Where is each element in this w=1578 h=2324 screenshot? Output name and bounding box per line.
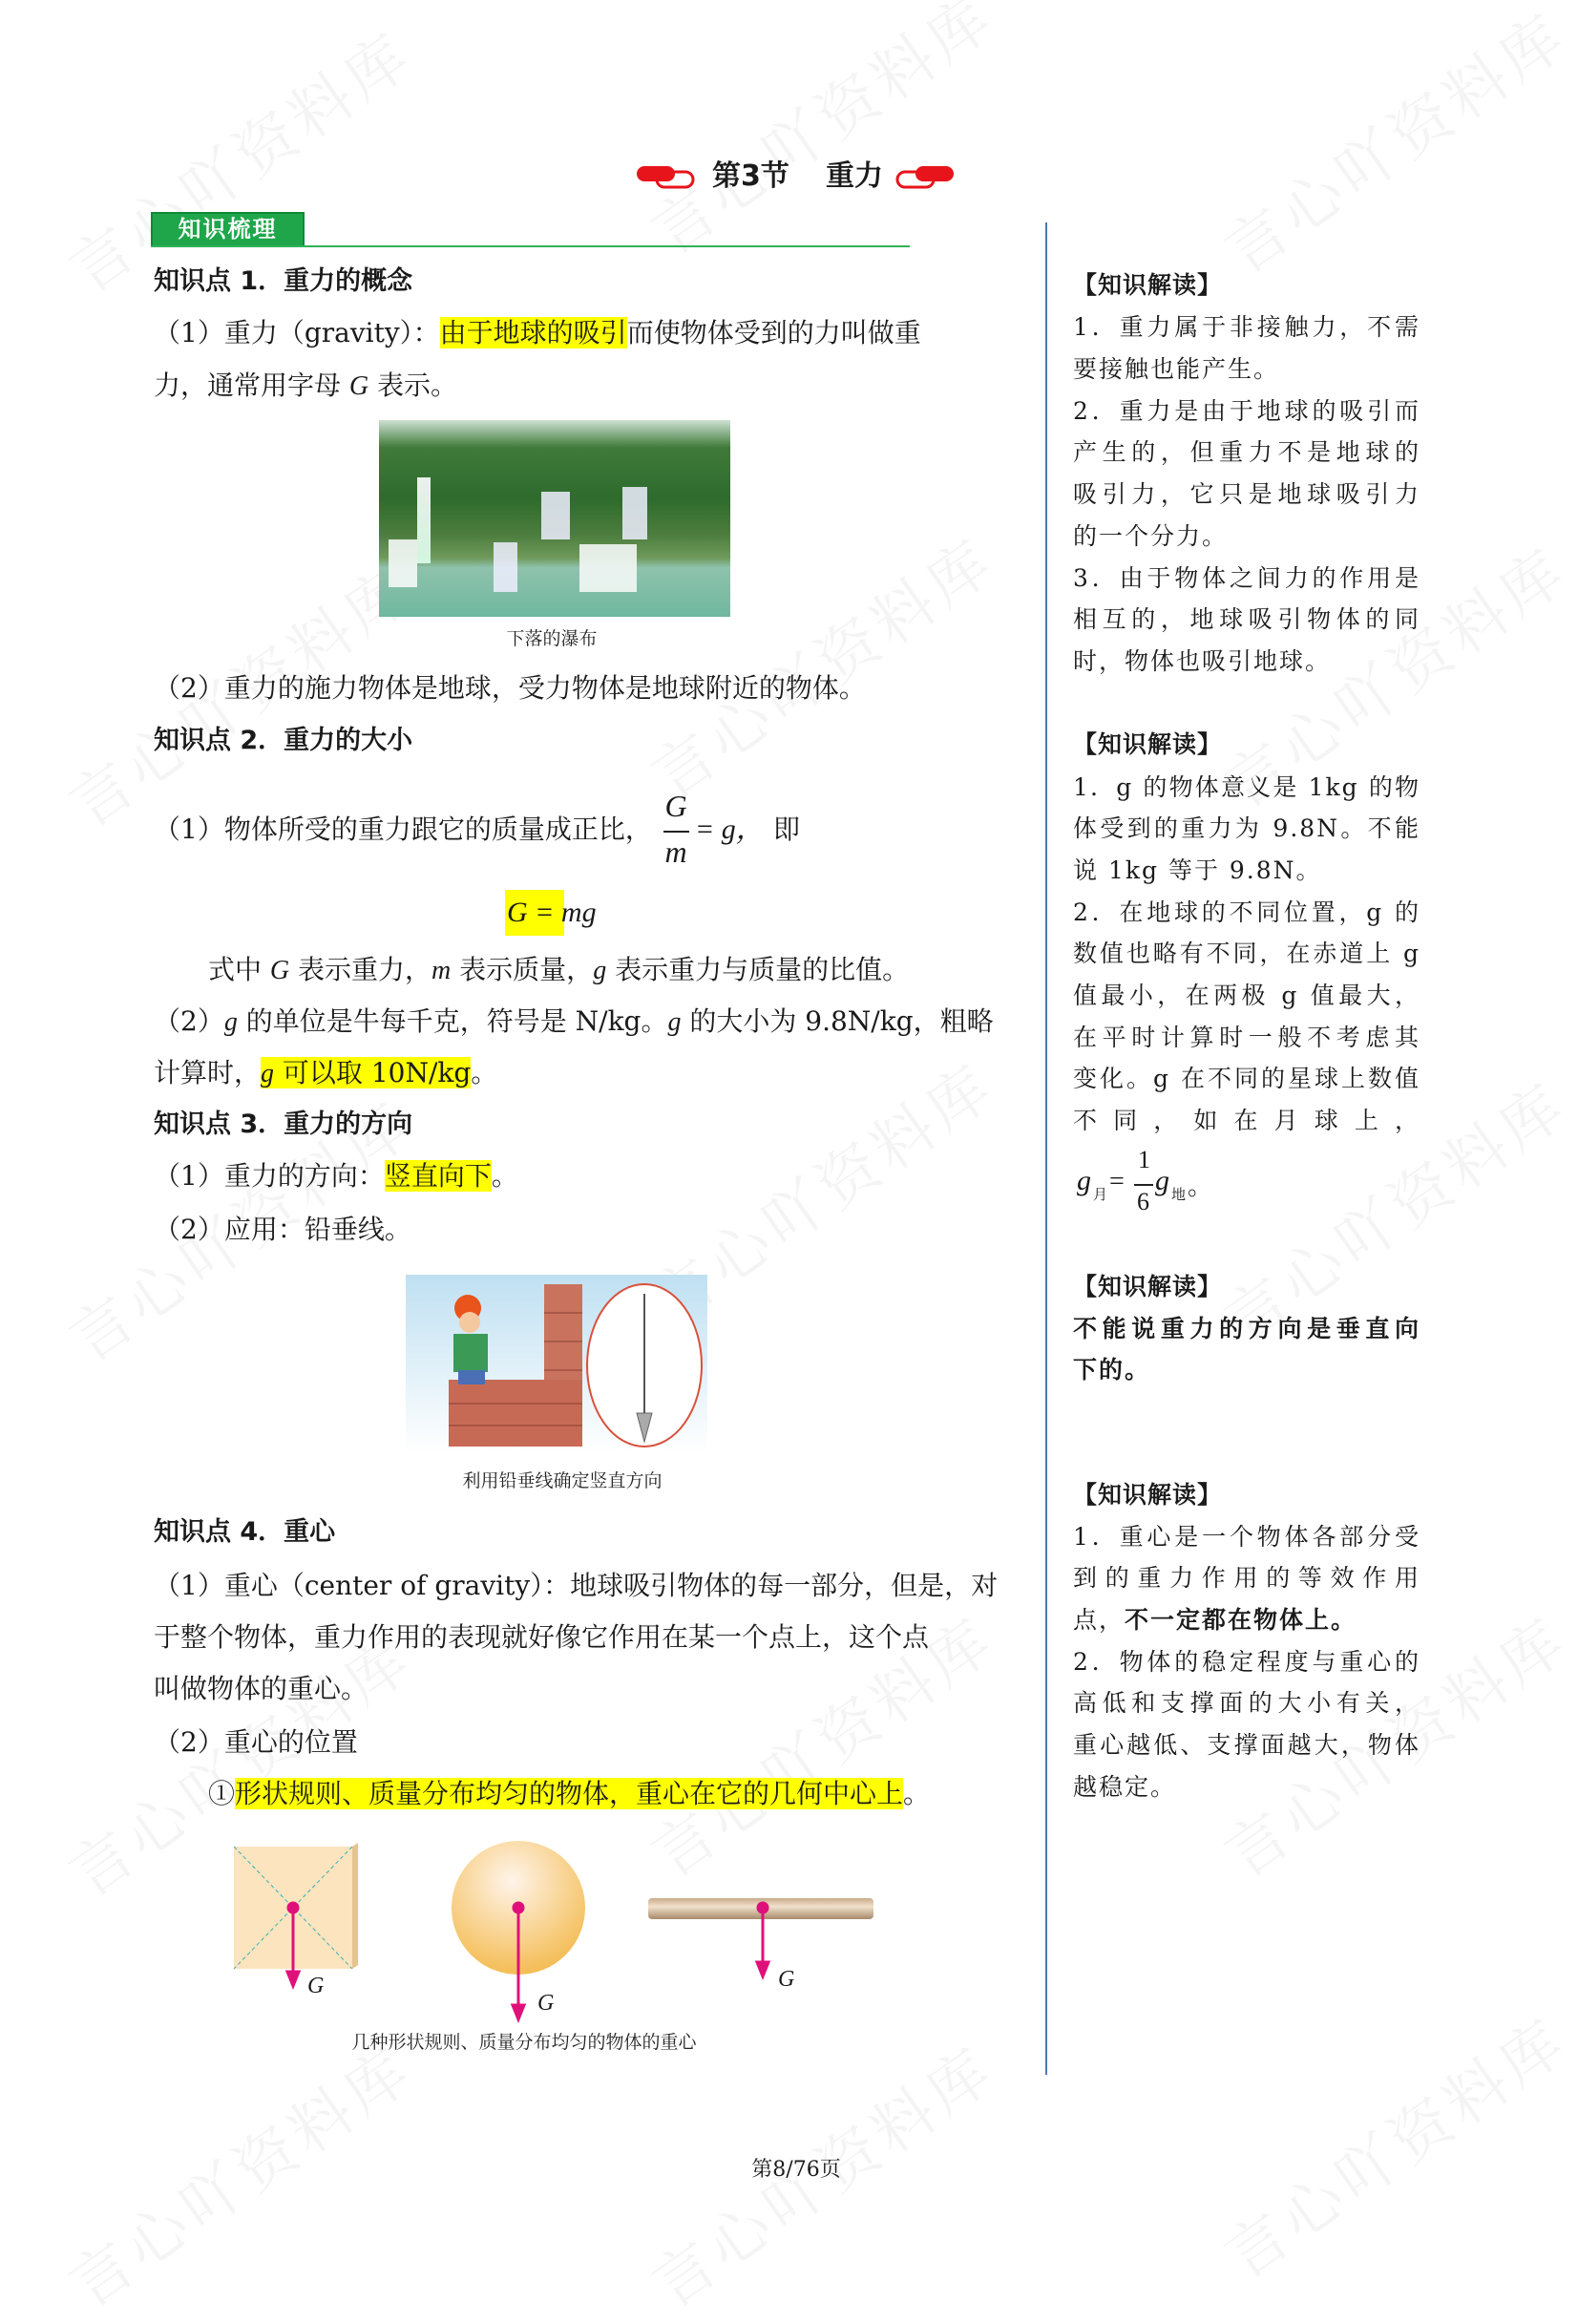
watermark bbox=[632, 0, 1011, 271]
side-box-title: 【知识解读】 bbox=[1073, 1481, 1223, 1509]
fraction-numerator: G bbox=[664, 789, 687, 823]
fraction-bar bbox=[1134, 1184, 1153, 1186]
text: 表示重力， bbox=[289, 954, 432, 985]
text: 。 bbox=[1188, 1173, 1213, 1200]
highlight bbox=[261, 1057, 471, 1088]
side-line: 吸引力，它只是地球吸引力 bbox=[1073, 480, 1420, 508]
equation: = g， bbox=[695, 813, 765, 845]
side-line: 值最小，在两极 g 值最大， bbox=[1073, 982, 1420, 1009]
force-label-g: G bbox=[307, 1974, 325, 1998]
paragraph: 叫做物体的重心。 bbox=[154, 1673, 368, 1704]
symbol: G bbox=[348, 371, 369, 401]
text: ① bbox=[208, 1778, 236, 1809]
side-line: 的一个分力。 bbox=[1073, 522, 1229, 550]
side-line: 3．由于物体之间力的作用是 bbox=[1073, 564, 1420, 592]
paragraph bbox=[154, 314, 921, 352]
fraction-bar bbox=[663, 831, 689, 833]
watermark bbox=[1205, 1994, 1578, 2295]
side-line: 相互的，地球吸引物体的同 bbox=[1073, 605, 1420, 633]
side-line: 1．g 的物体意义是 1kg 的物 bbox=[1073, 773, 1420, 801]
column-divider bbox=[1045, 222, 1047, 2075]
waterfall-image bbox=[379, 420, 730, 617]
moon-gravity-formula bbox=[1077, 1146, 1268, 1222]
text: 点， bbox=[1073, 1606, 1126, 1634]
paragraph: （2）应用：铅垂线。 bbox=[154, 1214, 411, 1245]
text: 表示质量， bbox=[451, 954, 594, 985]
side-line: 重心越低、支撑面越大，物体 bbox=[1073, 1731, 1420, 1759]
text: 的单位是牛每千克，符号是 N/kg。 bbox=[237, 1005, 668, 1037]
symbol: g bbox=[261, 1059, 275, 1088]
figure-caption: 利用铅垂线确定竖直方向 bbox=[462, 1470, 663, 1491]
side-line: 数值也略有不同，在赤道上 g bbox=[1073, 940, 1420, 967]
side-line: 说 1kg 等于 9.8N。 bbox=[1073, 856, 1322, 884]
bold-text: 不一定都在物体上。 bbox=[1125, 1606, 1357, 1634]
text: 而使物体受到的力叫做重 bbox=[626, 317, 921, 349]
text: 。 bbox=[491, 1160, 518, 1192]
side-line: 2．重力是由于地球的吸引而 bbox=[1073, 397, 1420, 425]
text: （1）重力（gravity）： bbox=[154, 317, 440, 349]
text: 表示重力与质量的比值。 bbox=[606, 954, 910, 985]
side-line: 产生的，但重力不是地球的 bbox=[1073, 438, 1420, 466]
text: 的大小为 9.8N/kg，粗略 bbox=[681, 1005, 994, 1037]
fraction-denominator: m bbox=[664, 835, 687, 869]
section-number: 第3节 bbox=[712, 159, 789, 193]
heading-kp1: 知识点 1．重力的概念 bbox=[154, 266, 413, 296]
side-line: 体受到的重力为 9.8N。不能 bbox=[1073, 814, 1420, 842]
paragraph bbox=[154, 367, 457, 406]
paragraph: （2）重心的位置 bbox=[154, 1726, 358, 1758]
force-label-g: G bbox=[537, 1991, 555, 2016]
side-line: 越稳定。 bbox=[1073, 1773, 1177, 1801]
decorative-pill-left-icon bbox=[636, 164, 697, 189]
side-line: 2．在地球的不同位置，g 的 bbox=[1073, 898, 1420, 926]
fraction-numerator: 1 bbox=[1138, 1146, 1150, 1173]
paragraph: 于整个物体，重力作用的表现就好像它作用在某一个点上，这个点 bbox=[154, 1621, 930, 1653]
side-box-title: 【知识解读】 bbox=[1073, 271, 1223, 299]
text: （1）重力的方向： bbox=[154, 1160, 385, 1192]
side-line: 在平时计算时一般不考虑其 bbox=[1073, 1024, 1420, 1051]
paragraph bbox=[154, 1003, 994, 1042]
highlight: 形状规则、质量分布均匀的物体，重心在它的几何中心上 bbox=[235, 1778, 904, 1809]
side-box-title: 【知识解读】 bbox=[1073, 730, 1223, 758]
symbol: g bbox=[593, 956, 607, 985]
text: （2） bbox=[154, 1005, 224, 1037]
paragraph: （1）物体所受的重力跟它的质量成正比， bbox=[154, 813, 652, 845]
side-line: 要接触也能产生。 bbox=[1073, 355, 1280, 383]
side-line: 1．重心是一个物体各部分受 bbox=[1073, 1523, 1420, 1551]
watermark bbox=[50, 2022, 429, 2324]
side-box-title: 【知识解读】 bbox=[1073, 1273, 1223, 1300]
subscript: 地 bbox=[1171, 1188, 1187, 1203]
paragraph bbox=[208, 1775, 930, 1813]
side-line: 下的。 bbox=[1073, 1356, 1151, 1384]
highlight: 由于地球的吸引 bbox=[439, 317, 627, 349]
side-line: 时，物体也吸引地球。 bbox=[1073, 647, 1332, 675]
watermark bbox=[1205, 0, 1578, 290]
symbol: g bbox=[1155, 1165, 1169, 1196]
figure-caption: 下落的瀑布 bbox=[506, 628, 598, 649]
fraction-denominator: 6 bbox=[1137, 1188, 1149, 1215]
text: 表示。 bbox=[368, 370, 458, 401]
text: 式中 bbox=[208, 954, 270, 985]
heading-kp2: 知识点 2．重力的大小 bbox=[154, 726, 413, 755]
side-line: 到的重力作用的等效作用 bbox=[1073, 1564, 1420, 1592]
side-line bbox=[1073, 1599, 1420, 1641]
symbol: g bbox=[1077, 1165, 1091, 1196]
heading-kp3: 知识点 3．重力的方向 bbox=[154, 1109, 413, 1139]
text: 计算时， bbox=[154, 1057, 262, 1088]
heading-kp4: 知识点 4．重心 bbox=[154, 1517, 336, 1547]
paragraph: （2）重力的施力物体是地球，受力物体是地球附近的物体。 bbox=[154, 672, 866, 704]
force-label-g: G bbox=[778, 1967, 795, 1992]
paragraph bbox=[154, 1157, 518, 1195]
side-line: 1．重力属于非接触力，不需 bbox=[1073, 313, 1420, 341]
paragraph bbox=[208, 951, 909, 990]
side-line: 不同，如在月球上， bbox=[1073, 1107, 1420, 1134]
text: 即 bbox=[773, 813, 801, 845]
paragraph bbox=[154, 1054, 497, 1093]
plumb-line-illustration bbox=[406, 1275, 707, 1452]
section-title: 重力 bbox=[826, 159, 883, 193]
text: 可以取 10N/kg bbox=[274, 1057, 472, 1088]
section-tag: 知识梳理 bbox=[151, 212, 305, 247]
decorative-pill-right-icon bbox=[894, 164, 955, 189]
divider bbox=[151, 245, 910, 247]
paragraph: （1）重心（center of gravity）：地球吸引物体的每一部分，但是，对 bbox=[154, 1570, 999, 1601]
page-number: 第8/76页 bbox=[751, 2158, 841, 2182]
text: 。 bbox=[471, 1057, 498, 1088]
symbol: G bbox=[269, 956, 290, 985]
symbol: g bbox=[223, 1007, 238, 1037]
formula-highlight: G = mg bbox=[505, 890, 564, 936]
figure-caption: 几种形状规则、质量分布均匀的物体的重心 bbox=[351, 2032, 697, 2053]
side-line: 2．物体的稳定程度与重心的 bbox=[1073, 1648, 1420, 1676]
side-line: 变化。g 在不同的星球上数值 bbox=[1073, 1065, 1420, 1092]
side-line: 高低和支撑面的大小有关， bbox=[1073, 1689, 1420, 1717]
subscript: 月 bbox=[1093, 1188, 1108, 1203]
text: 。 bbox=[903, 1778, 931, 1809]
side-line: 不能说重力的方向是垂直向 bbox=[1073, 1315, 1420, 1342]
text: 力，通常用字母 bbox=[154, 370, 349, 401]
symbol: m bbox=[431, 956, 452, 985]
highlight: 竖直向下 bbox=[384, 1160, 492, 1192]
equals: = bbox=[1109, 1167, 1125, 1196]
symbol: g bbox=[667, 1007, 682, 1037]
